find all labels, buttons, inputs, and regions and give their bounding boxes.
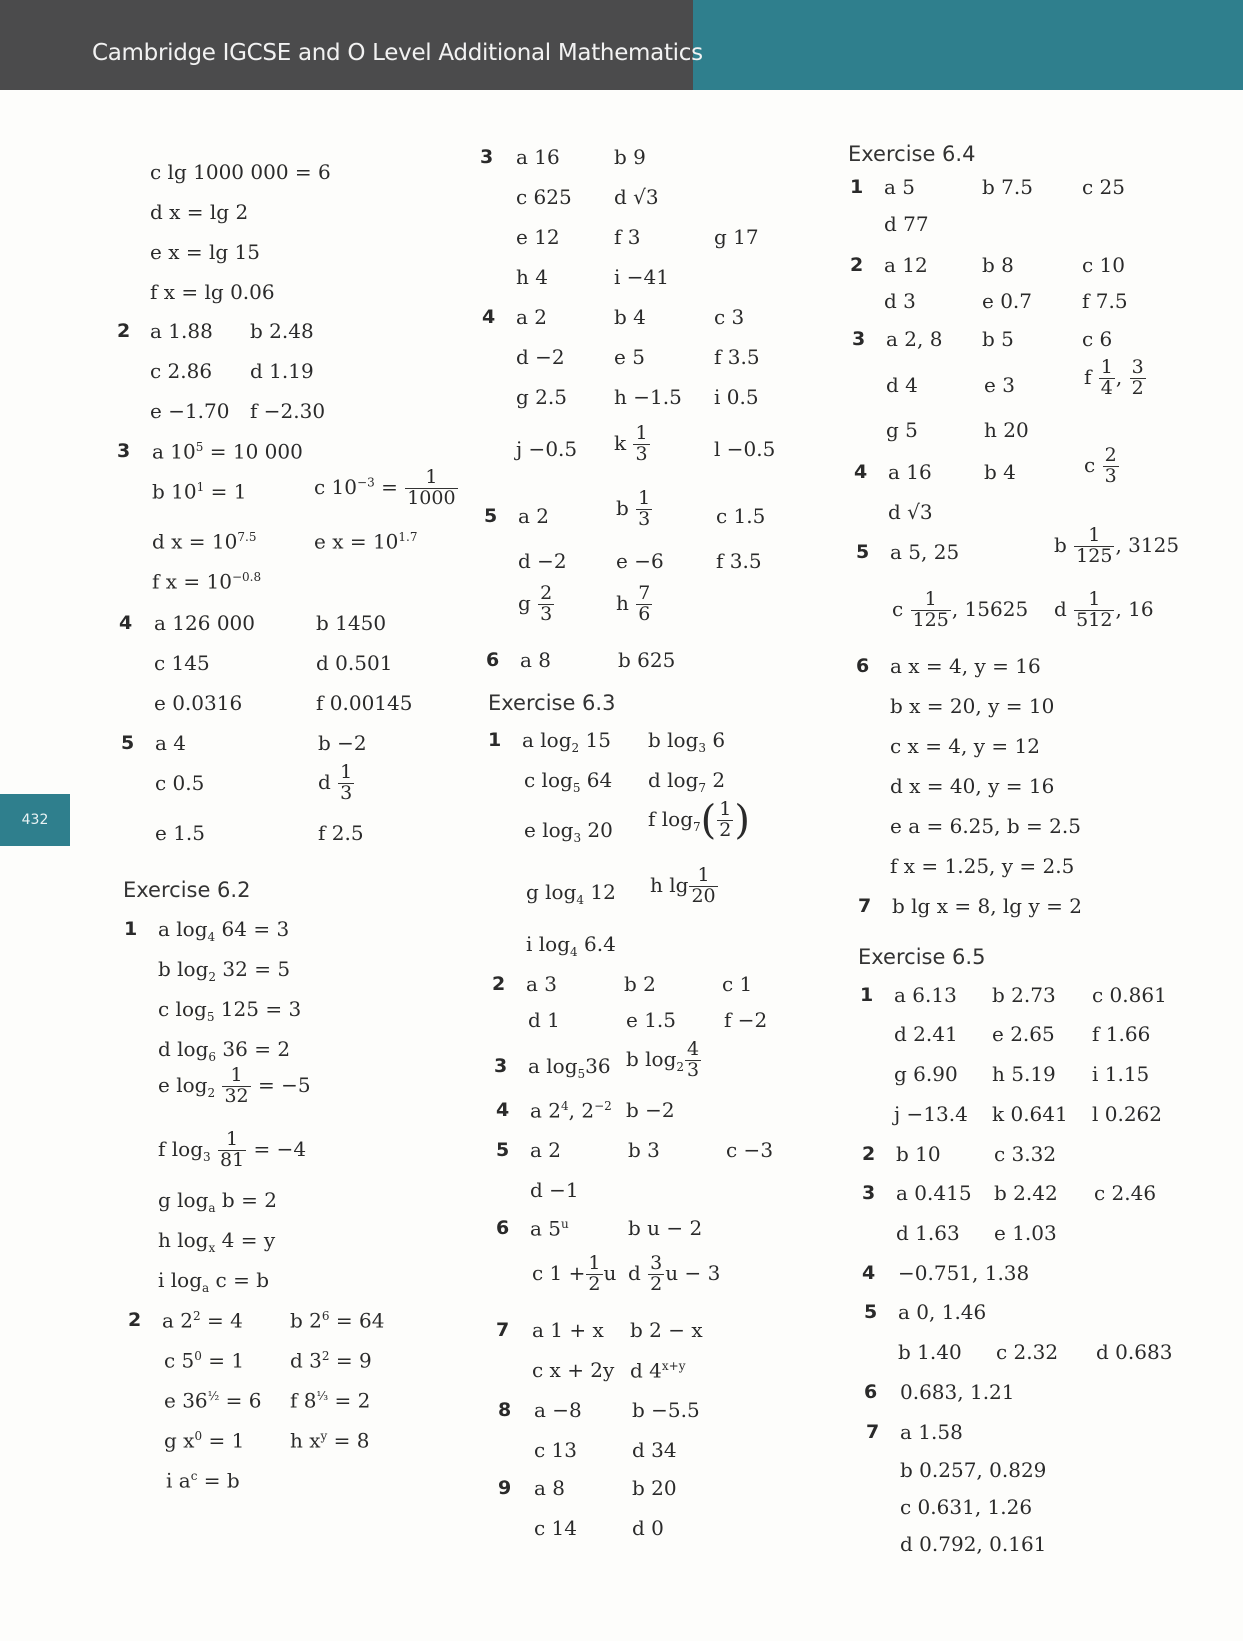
answer: a 1 + x [532, 1318, 604, 1342]
answer: c 2.86 [150, 359, 213, 383]
answer: h $\log_x 4 = y$ [158, 1228, 276, 1255]
answer: d 0.501 [316, 651, 393, 675]
question-number: 1 [860, 984, 874, 1006]
answer: c 3.32 [994, 1142, 1057, 1166]
answer: c 145 [154, 651, 210, 675]
answer: f 7.5 [1082, 289, 1128, 313]
question-number: 8 [498, 1399, 512, 1421]
answer: a 16 [888, 460, 932, 484]
answer: b 4 [984, 460, 1016, 484]
answer: d √3 [888, 500, 933, 524]
answer: c $\frac{1}{125}$ , 15625 [892, 588, 1029, 631]
question-number: 6 [486, 649, 500, 671]
answer: d $4^{x+y}$ [630, 1358, 686, 1383]
question-number: 3 [494, 1055, 508, 1077]
answer: d 1 [528, 1008, 560, 1032]
answer: a 0.415 [896, 1181, 972, 1205]
answer: d 4 [886, 373, 918, 397]
answer: k $\frac{1}{3}$ [614, 422, 648, 465]
answer: e 12 [516, 225, 560, 249]
answer: c 10 [1082, 253, 1126, 277]
answer: k 0.641 [992, 1102, 1068, 1126]
answer: d $\log_6 36 = 2$ [158, 1037, 291, 1064]
answer: b 2.48 [250, 319, 314, 343]
answer: e $36^{\frac{1}{2}} = 6$ [164, 1388, 262, 1413]
exercise-heading: Exercise 6.4 [848, 142, 976, 166]
answer: c $10^{-3}$ = $\frac{1}{1000}$ [314, 466, 456, 509]
answer: d −2 [516, 345, 565, 369]
answer: d 0.792, 0.161 [900, 1532, 1047, 1556]
answer: e x = lg 15 [150, 240, 260, 264]
answer: 0.683, 1.21 [900, 1380, 1015, 1404]
answer: a 2 [530, 1138, 562, 1162]
answer: b $2^6 = 64$ [290, 1308, 385, 1333]
answer: e $\log_2$ $\frac{1}{32}$ = −5 [158, 1064, 311, 1107]
answer: b 0.257, 0.829 [900, 1458, 1047, 1482]
answer: d 77 [884, 212, 929, 236]
question-number: 4 [119, 612, 133, 634]
answer: c 1 + $\frac{1}{2}$ u [532, 1252, 617, 1295]
answer: f 2.5 [318, 821, 364, 845]
answer: b 9 [614, 145, 646, 169]
answer: e 2.65 [992, 1022, 1055, 1046]
answer: b 10 [896, 1142, 941, 1166]
answer: g 5 [886, 418, 918, 442]
question-number: 7 [858, 895, 872, 917]
answer: i 0.5 [714, 385, 759, 409]
answer: b 1450 [316, 611, 387, 635]
answer: a −8 [534, 1398, 582, 1422]
answer: e 5 [614, 345, 645, 369]
answer: b $\log_3 6$ [648, 728, 726, 755]
answer: a 3 [526, 972, 558, 996]
question-number: 2 [117, 320, 131, 342]
answer: f x = 1.25, y = 2.5 [890, 854, 1075, 878]
answer: c $\log_5 125 = 3$ [158, 997, 302, 1024]
answer: f $\log_7$( $\frac{1}{2}$ ) [648, 797, 750, 844]
answer: c $\log_5 64$ [524, 768, 613, 795]
question-number: 6 [496, 1217, 510, 1239]
answer: b $10^1 = 1$ [152, 479, 247, 504]
answer: d $\frac{1}{3}$ [318, 761, 353, 804]
answer: a 1.58 [900, 1420, 963, 1444]
answer: b x = 20, y = 10 [890, 694, 1055, 718]
answer: f 3.5 [716, 549, 762, 573]
answer: f 3 [614, 225, 641, 249]
answer: h 5.19 [992, 1062, 1056, 1086]
exercise-heading: Exercise 6.3 [488, 691, 616, 715]
answer: b 625 [618, 648, 676, 672]
answer: d 34 [632, 1438, 677, 1462]
answer: h $\frac{7}{6}$ [616, 582, 651, 625]
answer: c 1 [722, 972, 753, 996]
answer: b 2.73 [992, 983, 1056, 1007]
question-number: 1 [124, 918, 138, 940]
answer: g 6.90 [894, 1062, 958, 1086]
answer: b $\log_2 32 = 5$ [158, 957, 291, 984]
answer: b 5 [982, 327, 1014, 351]
answer: c 3 [714, 305, 745, 329]
exercise-heading: Exercise 6.2 [123, 878, 251, 902]
answer: b $\log_2$ $\frac{4}{3}$ [626, 1038, 700, 1081]
question-number: 5 [496, 1139, 510, 1161]
answer: f x = lg 0.06 [150, 280, 275, 304]
answer: i $a^c = b$ [166, 1468, 240, 1493]
answer: b 4 [614, 305, 646, 329]
answer: a 12 [884, 253, 928, 277]
answer: b 7.5 [982, 175, 1033, 199]
answer: d x = lg 2 [150, 200, 249, 224]
answer: g $x^0 = 1$ [164, 1428, 245, 1453]
answer: d −2 [518, 549, 567, 573]
answer: c −3 [726, 1138, 774, 1162]
answer: d 1.19 [250, 359, 314, 383]
answer: b 2.42 [994, 1181, 1058, 1205]
answer: a 8 [534, 1476, 566, 1500]
answer: f $\log_3$ $\frac{1}{81}$ = −4 [158, 1128, 307, 1171]
answer: a 4 [155, 731, 187, 755]
answer: c 13 [534, 1438, 578, 1462]
answer: b 3 [628, 1138, 660, 1162]
question-number: 1 [488, 729, 502, 751]
answer: d −1 [530, 1178, 579, 1202]
answer: a 5$^u$ [530, 1216, 569, 1241]
question-number: 4 [854, 461, 868, 483]
answer: c x = 4, y = 12 [890, 734, 1040, 758]
answer: a 2 [518, 504, 550, 528]
answer: b −5.5 [632, 1398, 700, 1422]
answer: b $\frac{1}{125}$ , 3125 [1054, 524, 1180, 567]
question-number: 4 [862, 1262, 876, 1284]
answer: c 14 [534, 1516, 578, 1540]
answer: f −2 [724, 1008, 768, 1032]
answer: l −0.5 [714, 437, 776, 461]
answer: h lg $\frac{1}{20}$ [650, 864, 716, 907]
answer: e 0.0316 [154, 691, 243, 715]
answer: h −1.5 [614, 385, 682, 409]
header-teal-band [693, 0, 1243, 90]
answer: c $\frac{2}{3}$ [1084, 444, 1117, 487]
answer: a x = 4, y = 16 [890, 654, 1041, 678]
answer: a 8 [520, 648, 552, 672]
answer: f 0.00145 [316, 691, 413, 715]
answer: a 5, 25 [890, 540, 960, 564]
answer: a $\log_536$ [528, 1054, 611, 1081]
answer: d $x = 10^{7.5}$ [152, 529, 257, 554]
question-number: 6 [856, 655, 870, 677]
answer: g 2.5 [516, 385, 567, 409]
answer: a $\log_2 15$ [522, 728, 611, 755]
answer: d √3 [614, 185, 659, 209]
answer: f −2.30 [250, 399, 326, 423]
answer: f $\frac{1}{4}$ , $\frac{3}{2}$ [1084, 356, 1144, 399]
answer: i $\log_a c = b$ [158, 1268, 269, 1295]
question-number: 5 [121, 732, 135, 754]
answer: a 1.88 [150, 319, 213, 343]
answer: g 17 [714, 225, 759, 249]
answer: c lg 1000 000 = 6 [150, 160, 331, 184]
answer: b 20 [632, 1476, 677, 1500]
question-number: 2 [850, 254, 864, 276]
answer: a 16 [516, 145, 560, 169]
question-number: 5 [856, 541, 870, 563]
answer: g $\log_4 12$ [526, 880, 616, 907]
answer: e a = 6.25, b = 2.5 [890, 814, 1081, 838]
question-number: 1 [850, 176, 864, 198]
question-number: 2 [128, 1309, 142, 1331]
answer: b −2 [318, 731, 367, 755]
answer: d x = 40, y = 16 [890, 774, 1055, 798]
answer: g $\log_a b = 2$ [158, 1188, 277, 1215]
answer: h 20 [984, 418, 1029, 442]
page-number: 432 [0, 794, 70, 846]
answer: b lg x = 8, lg y = 2 [892, 894, 1082, 918]
question-number: 3 [852, 328, 866, 350]
answer: f 1.66 [1092, 1022, 1151, 1046]
answer: c 2.46 [1094, 1181, 1157, 1205]
answer: b −2 [626, 1098, 675, 1122]
answer: c 1.5 [716, 504, 766, 528]
question-number: 7 [866, 1421, 880, 1443]
answer: a $2^2 = 4$ [162, 1308, 243, 1333]
answer: d 2.41 [894, 1022, 958, 1046]
answer: d $\frac{3}{2}$ u − 3 [628, 1252, 721, 1295]
answer: j −0.5 [516, 437, 578, 461]
answer: l 0.262 [1092, 1102, 1163, 1126]
answer: i $\log_4 6.4$ [526, 932, 616, 959]
question-number: 7 [496, 1319, 510, 1341]
answer: c 625 [516, 185, 572, 209]
answer: b $\frac{1}{3}$ [616, 487, 651, 530]
answer: c 25 [1082, 175, 1126, 199]
answer: h 4 [516, 265, 548, 289]
answer: a $10^5 = 10$ 000 [152, 439, 303, 464]
answer: a 2 [516, 305, 548, 329]
question-number: 3 [117, 440, 131, 462]
answer: d 1.63 [896, 1221, 960, 1245]
answer: d 0 [632, 1516, 664, 1540]
answer: b 8 [982, 253, 1014, 277]
answer: f $x = 10^{-0.8}$ [152, 569, 262, 594]
question-number: 3 [862, 1182, 876, 1204]
answer: e 3 [984, 373, 1015, 397]
answer: b 2 − x [630, 1318, 703, 1342]
answer: b 1.40 [898, 1340, 962, 1364]
answer: e −6 [616, 549, 664, 573]
question-number: 4 [482, 306, 496, 328]
question-number: 5 [864, 1301, 878, 1323]
answer: e 1.03 [994, 1221, 1057, 1245]
answer: d 0.683 [1096, 1340, 1173, 1364]
answer: c x + 2y [532, 1358, 615, 1382]
answer: d 3 [884, 289, 916, 313]
answer: a $2^4$, $2^{-2}$ [530, 1098, 612, 1123]
question-number: 4 [496, 1099, 510, 1121]
question-number: 2 [492, 973, 506, 995]
answer: e −1.70 [150, 399, 230, 423]
question-number: 3 [480, 146, 494, 168]
answer: j −13.4 [894, 1102, 968, 1126]
answer: a 0, 1.46 [898, 1300, 987, 1324]
answer: d $\frac{1}{512}$ , 16 [1054, 588, 1154, 631]
answer: −0.751, 1.38 [898, 1261, 1030, 1285]
page-title: Cambridge IGCSE and O Level Additional Mathematics [92, 40, 703, 66]
answer: c 0.5 [155, 771, 205, 795]
answer: a 5 [884, 175, 916, 199]
answer: e $\log_3 20$ [524, 818, 613, 845]
answer: a $\log_4 64 = 3$ [158, 917, 290, 944]
answer: g $\frac{2}{3}$ [518, 582, 553, 625]
answer: a 126 000 [154, 611, 255, 635]
answer: b 2 [624, 972, 656, 996]
answer: c 0.861 [1092, 983, 1167, 1007]
answer: i −41 [614, 265, 669, 289]
question-number: 9 [498, 1477, 512, 1499]
answer: a 2, 8 [886, 327, 943, 351]
exercise-heading: Exercise 6.5 [858, 945, 986, 969]
answer: c 2.32 [996, 1340, 1059, 1364]
answer: d $3^2 = 9$ [290, 1348, 372, 1373]
answer: f 3.5 [714, 345, 760, 369]
question-number: 2 [862, 1143, 876, 1165]
answer: e 1.5 [155, 821, 205, 845]
answer: e 1.5 [626, 1008, 676, 1032]
answer: c 6 [1082, 327, 1113, 351]
answer: e 0.7 [982, 289, 1032, 313]
answer: a 6.13 [894, 983, 957, 1007]
answer: f $8^{\frac{1}{3}} = 2$ [290, 1388, 371, 1413]
answer: c $5^0 = 1$ [164, 1348, 245, 1373]
answer: i 1.15 [1092, 1062, 1150, 1086]
question-number: 5 [484, 505, 498, 527]
question-number: 6 [864, 1381, 878, 1403]
answer: e $x = 10^{1.7}$ [314, 529, 418, 554]
answer: c 0.631, 1.26 [900, 1495, 1033, 1519]
answer: d $\log_7 2$ [648, 768, 726, 795]
answer: b u − 2 [628, 1216, 703, 1240]
answer: h $x^y = 8$ [290, 1428, 370, 1453]
